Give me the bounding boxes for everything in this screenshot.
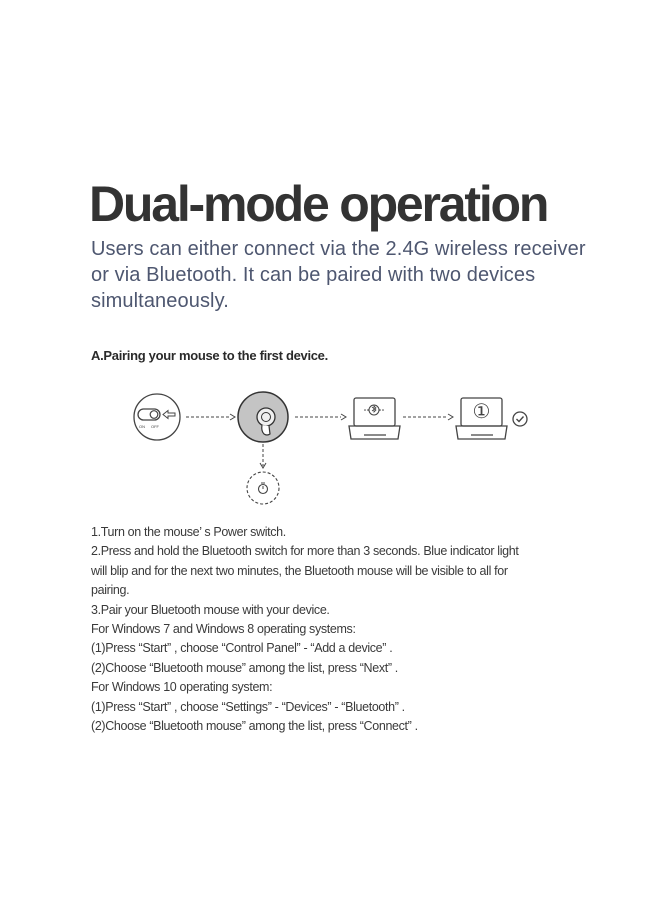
check-circle-icon (513, 412, 527, 426)
instruction-line: (2)Choose “Bluetooth mouse” among the list, press “Next” . (91, 660, 398, 675)
subtitle-line: or via Bluetooth. It can be paired with two devices (91, 264, 536, 286)
pairing-diagram (0, 380, 660, 510)
section-heading: A.Pairing your mouse to the first device. (91, 348, 328, 363)
timer-icon (247, 472, 279, 504)
subtitle-line: Users can either connect via the 2.4G wireless receiver (91, 238, 586, 260)
instruction-line: 3.Pair your Bluetooth mouse with your device. (91, 602, 330, 617)
instruction-line: (1)Press “Start” , choose “Control Panel” - “Add a device” . (91, 641, 393, 656)
instruction-line: (1)Press “Start” , choose “Settings” - “Devices” - “Bluetooth” . (91, 699, 405, 714)
instruction-line: For Windows 10 operating system: (91, 680, 273, 695)
instruction-line: pairing. (91, 583, 130, 598)
instructions (91, 523, 631, 736)
laptop-number-one-icon (456, 398, 507, 439)
subtitle (91, 236, 631, 314)
mouse-bluetooth-button-icon (238, 392, 288, 442)
instruction-line: will blip and for the next two minutes, the Bluetooth mouse will be visible to all for (91, 563, 508, 578)
instruction-line: 1.Turn on the mouse’ s Power switch. (91, 525, 286, 539)
subtitle-line: simultaneously. (91, 290, 229, 312)
page-title: Dual-mode operation (89, 176, 548, 232)
device-number: ① (472, 399, 491, 423)
instruction-line: For Windows 7 and Windows 8 operating systems: (91, 622, 356, 637)
switch-on-label: ON (139, 424, 145, 429)
laptop-bluetooth-icon (349, 398, 400, 439)
switch-off-label: OFF (151, 424, 159, 429)
instruction-line: (2)Choose “Bluetooth mouse” among the list, press “Connect” . (91, 719, 418, 734)
power-switch-icon (134, 394, 180, 440)
instruction-line: 2.Press and hold the Bluetooth switch for more than 3 seconds. Blue indicator light (91, 544, 519, 559)
